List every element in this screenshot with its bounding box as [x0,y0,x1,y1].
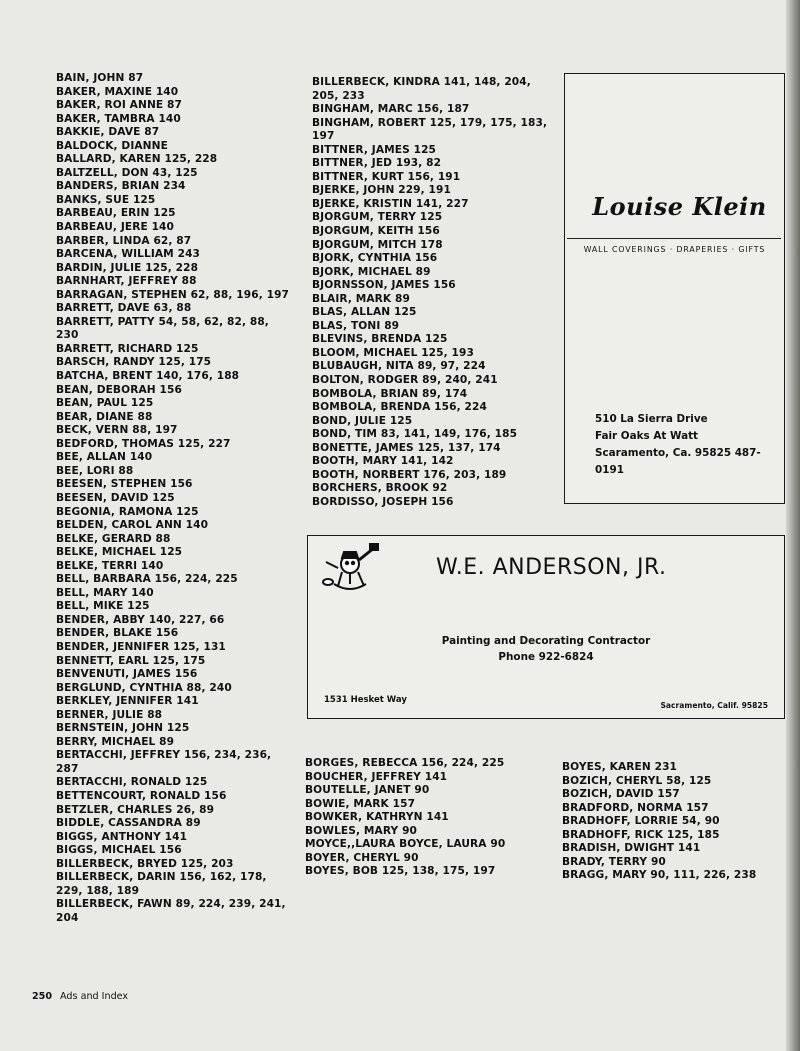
index-entry: BENDER, ABBY 140, 227, 66 [56,613,225,626]
index-entry: BEGONIA, RAMONA 125 [56,505,199,518]
anderson-phone: Phone 922-6824 [498,651,594,663]
index-entry: BOMBOLA, BRENDA 156, 224 [312,401,487,414]
index-entry: BERRY, MICHAEL 89 [56,735,175,748]
index-entry: BEESEN, STEPHEN 156 [56,478,193,491]
index-entry: BOND, TIM 83, 141, 149, 176, 185 [312,428,518,441]
index-column-2 [312,76,548,510]
index-entry: BOYES, BOB 125, 138, 175, 197 [305,865,496,878]
index-entry: BLAS, TONI 89 [312,319,400,332]
index-entry: BAKER, TAMBRA 140 [56,112,181,125]
index-entry: BARRETT, PATTY 54, 58, 62, 82, 88, 230 [56,315,269,342]
painter-mascot-icon [320,542,380,594]
index-entry: BOWKER, KATHRYN 141 [305,811,449,824]
index-entry: BIGGS, MICHAEL 156 [56,844,182,857]
klein-address-line: Scaramento, Ca. 95825 487-0191 [595,447,761,476]
index-entry: BJORGUM, MITCH 178 [312,238,443,251]
index-entry: BJERKE, KRISTIN 141, 227 [312,197,469,210]
index-entry: BJORGUM, KEITH 156 [312,225,440,238]
index-entry: BENDER, JENNIFER 125, 131 [56,640,226,653]
index-entry: BLEVINS, BRENDA 125 [312,333,448,346]
anderson-description [308,633,784,665]
index-entry: BETTENCOURT, RONALD 156 [56,789,227,802]
index-entry: BEAN, DEBORAH 156 [56,383,182,396]
index-entry: BELKE, GERARD 88 [56,532,171,545]
index-entry: BEE, ALLAN 140 [56,451,153,464]
index-entry: BORDISSO, JOSEPH 156 [312,495,454,508]
index-entry: BJORK, MICHAEL 89 [312,265,431,278]
klein-address [595,411,775,479]
index-entry: BOYES, KAREN 231 [562,761,678,773]
index-entry: BELL, MARY 140 [56,586,154,599]
index-entry: BENDER, BLAKE 156 [56,627,179,640]
index-entry: BIGGS, ANTHONY 141 [56,830,188,843]
divider [567,238,781,239]
anderson-ad [307,535,785,719]
index-entry: BONETTE, JAMES 125, 137, 174 [312,441,501,454]
index-entry: BARRETT, DAVE 63, 88 [56,302,192,315]
page-edge-shadow [786,0,800,1051]
page-number: 250 [32,991,53,1002]
index-entry: BJORNSSON, JAMES 156 [312,279,456,292]
index-entry: BITTNER, JED 193, 82 [312,157,442,170]
index-entry: BARBER, LINDA 62, 87 [56,234,192,247]
index-entry: BEAR, DIANE 88 [56,410,153,423]
anderson-service: Painting and Decorating Contractor [441,635,651,647]
index-entry: BILLERBECK, FAWN 89, 224, 239, 241, 204 [56,898,286,924]
index-entry: BOWIE, MARK 157 [305,797,416,810]
index-entry: BOWLES, MARY 90 [305,824,418,837]
klein-address-line: 510 La Sierra Drive [595,413,708,425]
index-entry: BALLARD, KAREN 125, 228 [56,153,218,166]
page-footer [32,991,128,1002]
index-entry: BOZICH, CHERYL 58, 125 [562,774,712,787]
index-entry: BANKS, SUE 125 [56,193,156,206]
index-entry: BOUCHER, JEFFREY 141 [305,770,448,783]
index-entry: BANDERS, BRIAN 234 [56,180,186,193]
index-entry: BARRAGAN, STEPHEN 62, 88, 196, 197 [56,288,290,301]
index-entry: BECK, VERN 88, 197 [56,424,178,437]
index-entry: BLAS, ALLAN 125 [312,306,417,319]
index-entry: BARRETT, RICHARD 125 [56,342,199,355]
index-entry: BENNETT, EARL 125, 175 [56,654,206,667]
index-entry: BARCENA, WILLIAM 243 [56,248,201,261]
index-entry: BELDEN, CAROL ANN 140 [56,519,209,532]
index-entry: BEDFORD, THOMAS 125, 227 [56,437,231,450]
index-entry: BAKER, MAXINE 140 [56,85,179,98]
index-entry: BOZICH, DAVID 157 [562,788,680,801]
index-entry: BELL, BARBARA 156, 224, 225 [56,573,238,586]
index-entry: BJORGUM, TERRY 125 [312,211,443,224]
index-entry: MOYCE,,LAURA BOYCE, LAURA 90 [305,838,506,851]
index-entry: BOUTELLE, JANET 90 [305,784,430,797]
index-entry: BINGHAM, MARC 156, 187 [312,103,470,116]
anderson-address: 1531 Hesket Way [324,695,407,705]
index-entry: BALTZELL, DON 43, 125 [56,166,198,179]
index-entry: BJORK, CYNTHIA 156 [312,252,438,265]
index-column-3 [305,757,555,879]
index-entry: BENVENUTI, JAMES 156 [56,668,198,681]
index-entry: BETZLER, CHARLES 26, 89 [56,803,215,816]
index-entry: BITTNER, JAMES 125 [312,143,437,156]
index-entry: BLUBAUGH, NITA 89, 97, 224 [312,360,486,373]
section-label: Ads and Index [60,991,129,1002]
index-entry: BOND, JULIE 125 [312,414,413,427]
index-entry: BRADY, TERRY 90 [562,855,666,868]
index-entry: BAIN, JOHN 87 [56,72,144,84]
index-entry: BERNSTEIN, JOHN 125 [56,722,190,735]
index-entry: BEAN, PAUL 125 [56,397,154,410]
anderson-city: Sacramento, Calif. 95825 [660,701,768,710]
index-entry: BINGHAM, ROBERT 125, 179, 175, 183, 197 [312,116,548,143]
index-entry: BARDIN, JULIE 125, 228 [56,261,199,274]
index-entry: BJERKE, JOHN 229, 191 [312,184,451,197]
index-entry: BILLERBECK, BRYED 125, 203 [56,857,234,870]
index-column-4 [562,761,787,883]
index-entry: BAKER, ROI ANNE 87 [56,99,182,112]
index-entry: BARNHART, JEFFREY 88 [56,275,197,288]
index-entry: BELKE, MICHAEL 125 [56,546,183,559]
index-entry: BARBEAU, ERIN 125 [56,207,176,220]
index-entry: BRADHOFF, RICK 125, 185 [562,828,720,841]
index-entry: BORCHERS, BROOK 92 [312,482,448,495]
index-entry: BILLERBECK, DARIN 156, 162, 178, 229, 188, 189 [56,871,267,897]
index-entry: BALDOCK, DIANNE [56,139,168,152]
index-entry: BELL, MIKE 125 [56,600,150,613]
index-entry: BORGES, REBECCA 156, 224, 225 [305,757,505,769]
index-entry: BLOOM, MICHAEL 125, 193 [312,346,474,359]
index-entry: BOMBOLA, BRIAN 89, 174 [312,387,468,400]
anderson-name: W.E. ANDERSON, JR. [436,555,667,580]
index-entry: BARSCH, RANDY 125, 175 [56,356,212,369]
index-entry: BOLTON, RODGER 89, 240, 241 [312,374,498,387]
index-entry: BATCHA, BRENT 140, 176, 188 [56,370,240,383]
index-entry: BOOTH, MARY 141, 142 [312,455,454,468]
index-entry: BOOTH, NORBERT 176, 203, 189 [312,468,507,481]
index-entry: BILLERBECK, KINDRA 141, 148, 204, 205, 233 [312,76,531,102]
index-entry: BERTACCHI, JEFFREY 156, 234, 236, 287 [56,749,272,775]
index-entry: BIDDLE, CASSANDRA 89 [56,817,201,830]
index-column-1 [56,72,292,925]
index-entry: BAKKIE, DAVE 87 [56,126,160,139]
klein-address-line: Fair Oaks At Watt [595,430,699,442]
index-entry: BOYER, CHERYL 90 [305,851,419,864]
index-entry: BITTNER, KURT 156, 191 [312,170,461,183]
index-entry: BRADHOFF, LORRIE 54, 90 [562,815,720,828]
index-entry: BRADISH, DWIGHT 141 [562,842,701,855]
index-entry: BRAGG, MARY 90, 111, 226, 238 [562,869,757,882]
index-entry: BARBEAU, JERE 140 [56,221,175,234]
index-entry: BLAIR, MARK 89 [312,292,410,305]
index-entry: BRADFORD, NORMA 157 [562,801,709,814]
index-entry: BEE, LORI 88 [56,464,134,477]
index-entry: BERGLUND, CYNTHIA 88, 240 [56,681,232,694]
index-entry: BERNER, JULIE 88 [56,708,163,721]
index-entry: BELKE, TERRI 140 [56,559,164,572]
index-entry: BERKLEY, JENNIFER 141 [56,695,199,708]
louise-klein-ad [564,73,785,504]
index-entry: BERTACCHI, RONALD 125 [56,776,208,789]
index-entry: BEESEN, DAVID 125 [56,491,175,504]
klein-tagline: WALL COVERINGS · DRAPERIES · GIFTS [583,245,766,254]
louise-klein-logo: Louise Klein [592,192,767,221]
